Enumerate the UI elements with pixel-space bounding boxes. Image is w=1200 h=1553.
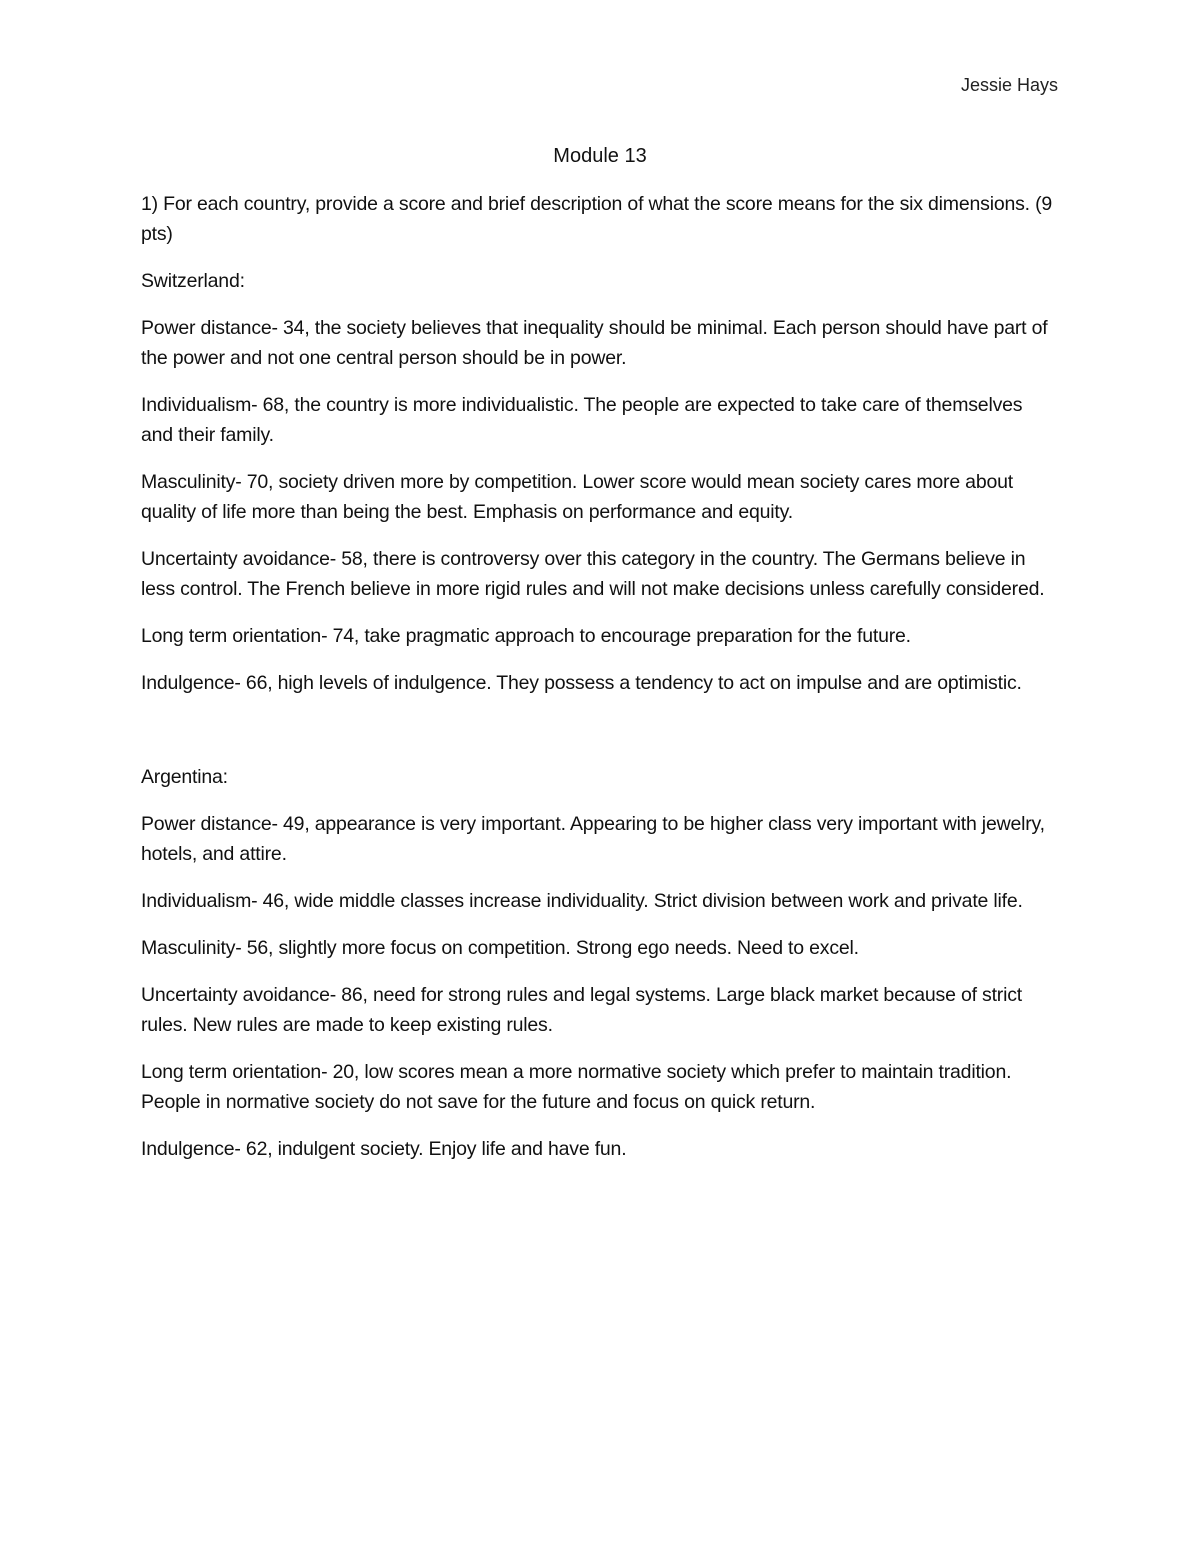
dimension-paragraph: Uncertainty avoidance- 58, there is controversy over this category in the country. The Germans believe in less control. The French believe in more rigid rules and will not make decisions unless carefully considered. (141, 548, 1045, 600)
country-heading: Switzerland: (141, 270, 245, 292)
dimension-paragraph: Individualism- 68, the country is more individualistic. The people are expected to take care of themselves and their family. (141, 394, 1023, 446)
dimension-paragraph: Power distance- 34, the society believes that inequality should be minimal. Each person should have part of the power and not one central person should be in power. (141, 317, 1048, 369)
dimension-paragraph: Masculinity- 70, society driven more by competition. Lower score would mean society cares more about quality of life more than being the best. Emphasis on performance and equity. (141, 471, 1013, 523)
section-spacer (141, 715, 1056, 762)
author-name: Jessie Hays (960, 75, 1058, 95)
dimension-paragraph: Long term orientation- 20, low scores mean a more normative society which prefer to maintain tradition. People in normative society do not save for the future and focus on quick return. (141, 1061, 1012, 1113)
section-argentina (141, 762, 1056, 1164)
question-text: 1) For each country, provide a score and brief description of what the score means for the six dimensions. (9 pts) (141, 193, 1053, 245)
document-body (141, 189, 1056, 1181)
dimension-paragraph: Indulgence- 66, high levels of indulgence. They possess a tendency to act on impulse and are optimistic. (141, 672, 1022, 694)
section-switzerland (141, 266, 1056, 698)
dimension-paragraph: Indulgence- 62, indulgent society. Enjoy life and have fun. (141, 1138, 627, 1160)
country-heading: Argentina: (141, 766, 228, 788)
dimension-paragraph: Masculinity- 56, slightly more focus on competition. Strong ego needs. Need to excel. (141, 937, 859, 959)
dimension-paragraph: Uncertainty avoidance- 86, need for strong rules and legal systems. Large black market because of strict rules. New rules are made to keep existing rules. (141, 984, 1022, 1036)
dimension-paragraph: Power distance- 49, appearance is very important. Appearing to be higher class very important with jewelry, hotels, and attire. (141, 813, 1045, 865)
dimension-paragraph: Long term orientation- 74, take pragmatic approach to encourage preparation for the future. (141, 625, 911, 647)
dimension-paragraph: Individualism- 46, wide middle classes increase individuality. Strict division between work and private life. (141, 890, 1023, 912)
page-title: Module 13 (553, 145, 647, 167)
